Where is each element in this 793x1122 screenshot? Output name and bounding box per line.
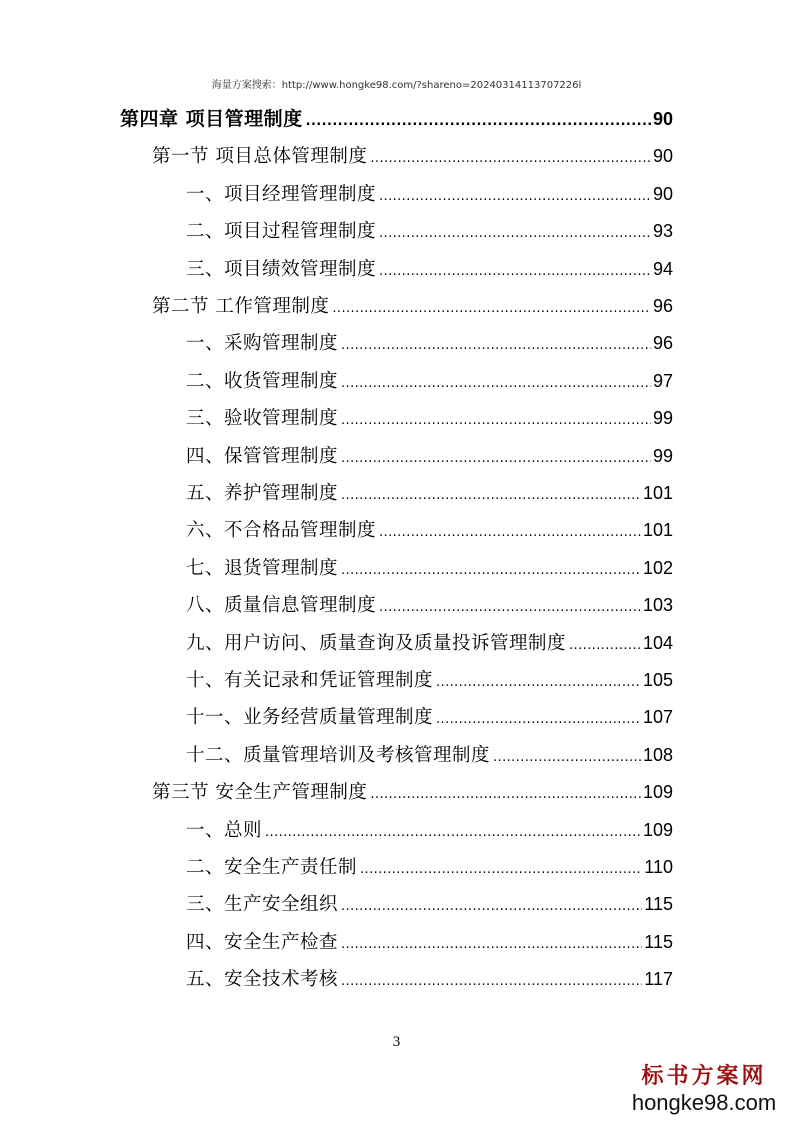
toc-entry-title: 十二、质量管理培训及考核管理制度: [186, 744, 491, 766]
watermark-title: 标书方案网: [641, 1063, 767, 1089]
toc-entry-page: 110: [644, 857, 673, 877]
toc-entry[interactable]: [152, 773, 673, 811]
toc-entry[interactable]: [186, 960, 673, 998]
toc-entry-title: 五、安全技术考核: [186, 969, 339, 991]
toc-entry-title: 十一、业务经营质量管理制度: [186, 707, 434, 729]
toc-entry[interactable]: [186, 923, 673, 961]
toc-entry-title: 二、收货管理制度: [186, 370, 339, 392]
site-watermark: [629, 1062, 779, 1116]
toc-entry-title: 三、项目绩效管理制度: [186, 258, 377, 280]
toc-dot-leader: [265, 814, 641, 852]
toc-entry-page: 96: [652, 333, 673, 354]
toc-entry[interactable]: [186, 736, 673, 774]
toc-dot-leader: [341, 888, 642, 926]
toc-entry-page: 93: [652, 221, 673, 242]
toc-entry-page: 97: [652, 370, 673, 391]
toc-entry-title: 三、验收管理制度: [186, 408, 339, 430]
toc-entry-title: 第一节 项目总体管理制度: [152, 146, 368, 168]
toc-dot-leader: [360, 851, 642, 889]
toc-dot-leader: [370, 140, 651, 178]
toc-entry-title: 五、养护管理制度: [186, 483, 339, 504]
toc-entry-title: 四、安全生产检查: [186, 931, 339, 953]
toc-entry-page: 99: [652, 445, 673, 466]
toc-entry[interactable]: [186, 549, 673, 587]
toc-dot-leader: [306, 103, 651, 141]
toc-entry[interactable]: [186, 661, 673, 699]
toc-dot-leader: [332, 290, 651, 328]
toc-entry-page: 101: [642, 520, 673, 541]
toc-entry[interactable]: [186, 511, 673, 549]
toc-entry-title: 七、退货管理制度: [186, 557, 339, 579]
toc-entry-title: 二、项目过程管理制度: [186, 221, 377, 243]
toc-entry-page: 99: [652, 408, 673, 429]
toc-entry[interactable]: [186, 811, 673, 849]
toc-entry-page: 103: [642, 595, 673, 616]
toc-entry[interactable]: [186, 437, 673, 475]
toc-dot-leader: [341, 440, 651, 478]
toc-dot-leader: [341, 327, 651, 365]
page-number: 3: [392, 1034, 401, 1050]
toc-entry[interactable]: [186, 175, 673, 213]
toc-dot-leader: [493, 739, 641, 777]
toc-entry-page: 101: [642, 483, 673, 503]
toc-entry-title: 第三节 安全生产管理制度: [152, 782, 368, 804]
toc-entry-page: 90: [652, 109, 673, 129]
toc-entry[interactable]: [120, 100, 673, 138]
toc-entry-page: 96: [652, 296, 673, 316]
toc-entry[interactable]: [186, 324, 673, 362]
toc-entry-page: 115: [644, 931, 673, 952]
toc-dot-leader: [379, 178, 651, 216]
toc-entry-page: 109: [642, 782, 673, 803]
toc-entry[interactable]: [186, 212, 673, 250]
toc-dot-leader: [341, 402, 651, 440]
toc-entry-title: 第二节 工作管理制度: [152, 296, 330, 317]
toc-dot-leader: [436, 701, 641, 739]
toc-entry-page: 102: [642, 557, 673, 578]
toc-entry-title: 四、保管管理制度: [186, 445, 339, 467]
watermark-domain: hongke98.com: [631, 1090, 777, 1115]
toc-entry-page: 104: [642, 632, 673, 653]
toc-entry[interactable]: [186, 624, 673, 662]
toc-entry-title: 一、总则: [186, 819, 263, 841]
toc-dot-leader: [379, 514, 641, 552]
toc-dot-leader: [341, 926, 642, 964]
toc-entry-page: 90: [652, 183, 673, 204]
toc-dot-leader: [341, 477, 641, 515]
toc-entry-page: 117: [644, 969, 673, 990]
toc-entry[interactable]: [186, 362, 673, 400]
toc-entry-title: 八、质量信息管理制度: [186, 595, 377, 617]
toc-entry-title: 一、采购管理制度: [186, 333, 339, 355]
toc-dot-leader: [341, 552, 641, 590]
toc-dot-leader: [379, 253, 651, 291]
toc-entry-page: 108: [642, 744, 673, 765]
toc-entry-title: 二、安全生产责任制: [186, 857, 358, 878]
page-header-url: 海量方案搜索：http://www.hongke98.com/?shareno=20240314113707226l: [211, 80, 582, 91]
toc-dot-leader: [436, 664, 641, 702]
toc-entry[interactable]: [186, 250, 673, 288]
toc-entry[interactable]: [186, 848, 673, 886]
toc-entry-title: 六、不合格品管理制度: [186, 520, 377, 542]
toc-dot-leader: [341, 963, 642, 1001]
toc-entry[interactable]: [186, 399, 673, 437]
toc-entry-title: 三、生产安全组织: [186, 894, 339, 916]
toc-entry-title: 九、用户访问、质量查询及质量投诉管理制度: [186, 632, 567, 654]
toc-entry-page: 107: [642, 707, 673, 728]
toc-entry[interactable]: [186, 698, 673, 736]
toc-dot-leader: [370, 776, 641, 814]
toc-entry-title: 十、有关记录和凭证管理制度: [186, 670, 434, 691]
toc-dot-leader: [341, 365, 651, 403]
toc-entry-page: 115: [644, 894, 673, 915]
toc-entry-title: 第四章 项目管理制度: [120, 108, 303, 130]
toc-entry-page: 105: [642, 670, 673, 690]
toc-dot-leader: [379, 589, 641, 627]
toc-dot-leader: [569, 627, 641, 665]
toc-entry[interactable]: [186, 885, 673, 923]
toc-entry[interactable]: [186, 586, 673, 624]
toc-entry-page: 109: [642, 819, 673, 840]
toc-entry-page: 90: [652, 146, 673, 167]
toc-entry[interactable]: [186, 474, 673, 512]
toc-entry-title: 一、项目经理管理制度: [186, 183, 377, 205]
toc-entry-page: 94: [652, 258, 673, 279]
toc-entry[interactable]: [152, 137, 673, 175]
toc-dot-leader: [379, 215, 651, 253]
toc-entry[interactable]: [152, 287, 673, 325]
